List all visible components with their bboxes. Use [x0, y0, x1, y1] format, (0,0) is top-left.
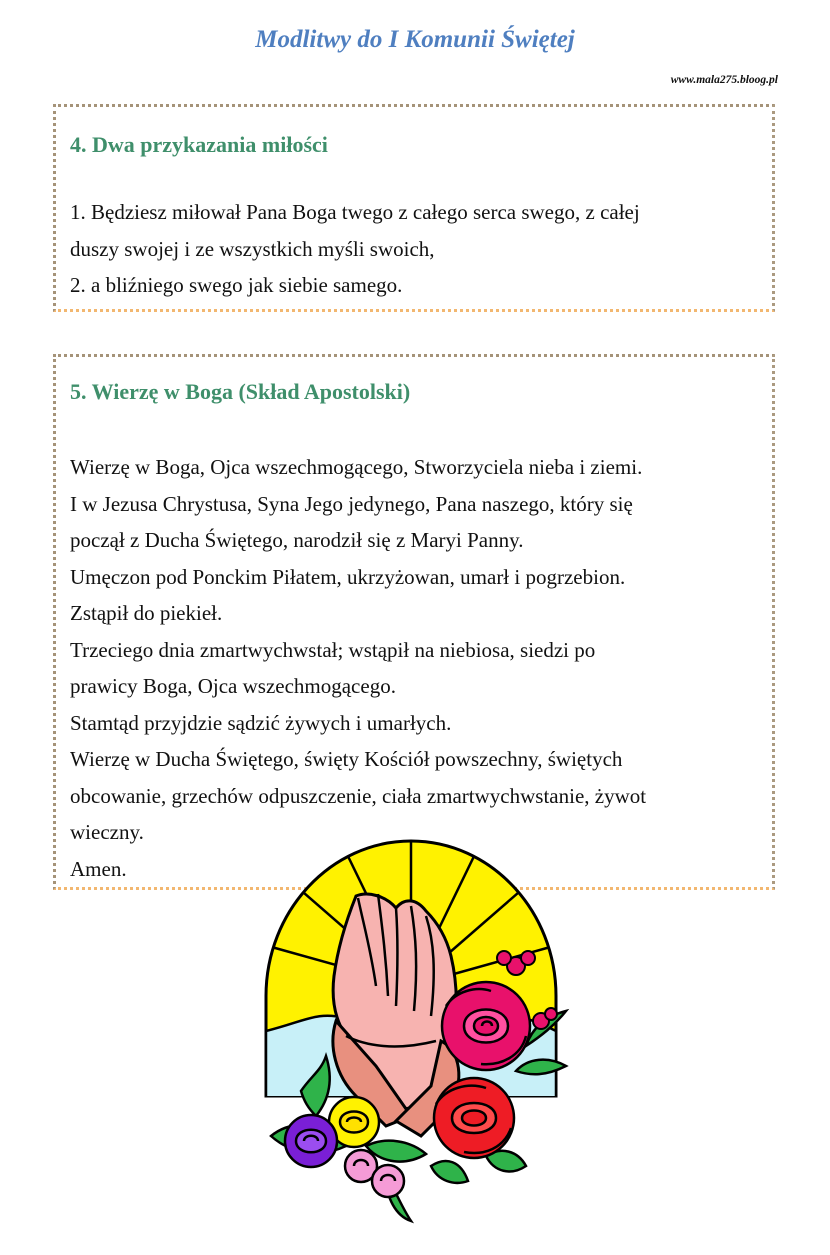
- text-line: Wierzę w Boga, Ojca wszechmogącego, Stworzyciela nieba i ziemi.: [70, 455, 643, 479]
- praying-hands-flowers-icon: [236, 836, 586, 1231]
- text-line: 1. Będziesz miłował Pana Boga twego z całego serca swego, z całej: [70, 200, 640, 224]
- text-line: Zstąpił do piekieł.: [70, 601, 223, 625]
- text-line: Amen.: [70, 856, 127, 881]
- text-line: obcowanie, grzechów odpuszczenie, ciała zmartwychwstanie, żywot: [70, 783, 647, 808]
- page-title: Modlitwy do I Komunii Świętej: [255, 26, 575, 53]
- section-creed: [53, 354, 775, 890]
- text-line: duszy swojej i ze wszystkich myśli swoich,: [70, 236, 435, 261]
- text-line: Trzeciego dnia zmartwychwstał; wstąpił na niebiosa, siedzi po: [70, 637, 596, 662]
- pink-rose-icon: [442, 982, 530, 1070]
- text-line: Stamtąd przyjdzie sądzić żywych i umarłych.: [70, 710, 452, 735]
- section-heading: 5. Wierzę w Boga (Skład Apostolski): [70, 379, 411, 404]
- section-body: [70, 194, 752, 304]
- text-line: wieczny.: [70, 820, 144, 844]
- section-two-commandments: [53, 104, 775, 312]
- text-line: Wierzę w Ducha Świętego, święty Kościół powszechny, świętych: [70, 747, 623, 771]
- text-line: 2. a bliźniego swego jak siebie samego.: [70, 273, 403, 297]
- section-body: [70, 449, 752, 887]
- text-line: prawicy Boga, Ojca wszechmogącego.: [70, 674, 396, 698]
- site-url: www.mala275.bloog.pl: [670, 74, 778, 86]
- text-line: Umęczon pod Ponckim Piłatem, ukrzyżowan, umarł i pogrzebion.: [70, 564, 626, 589]
- red-rose-icon: [434, 1078, 514, 1158]
- text-line: I w Jezusa Chrystusa, Syna Jego jedynego, Pana naszego, który się: [70, 491, 633, 516]
- section-heading: 4. Dwa przykazania miłości: [70, 132, 328, 157]
- purple-rose-icon: [285, 1115, 337, 1167]
- text-line: począł z Ducha Świętego, narodził się z Maryi Panny.: [70, 528, 524, 552]
